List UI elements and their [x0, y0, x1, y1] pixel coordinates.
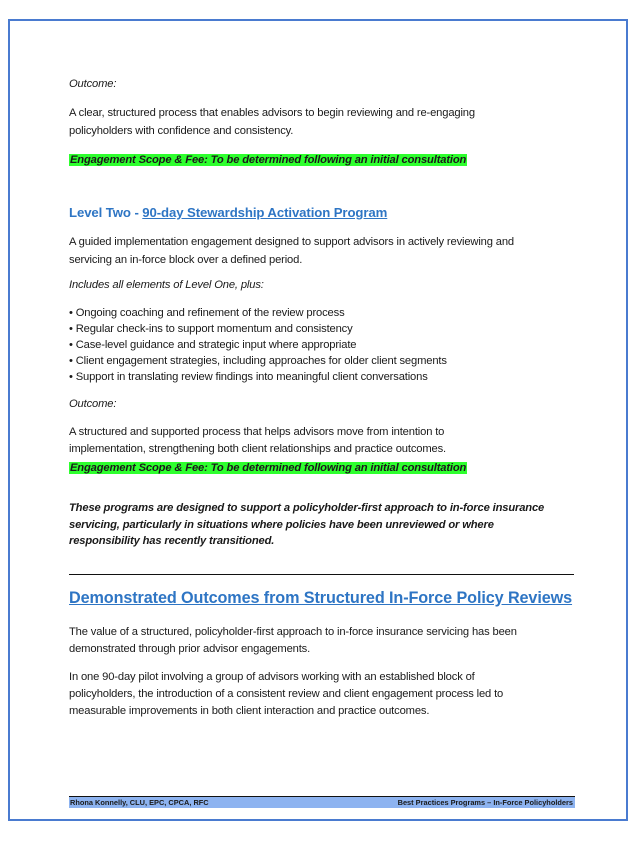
scope-fee-highlight: Engagement Scope & Fee: To be determined following an initial consultation	[70, 154, 467, 166]
level-two-intro-line: servicing an in-force block over a defined period.	[69, 254, 303, 266]
outcomes-para-line: In one 90-day pilot involving a group of advisors working with an established block of	[69, 671, 475, 683]
level-two-prefix: Level Two -	[69, 205, 143, 220]
bullet-item: • Ongoing coaching and refinement of the review process	[69, 307, 345, 319]
summary-line: These programs are designed to support a policyholder-first approach to in-force insurance	[69, 502, 545, 514]
summary-line: responsibility has recently transitioned.	[69, 535, 275, 547]
scope-fee-highlight: Engagement Scope & Fee: To be determined following an initial consultation	[70, 462, 467, 474]
includes-label: Includes all elements of Level One, plus:	[69, 279, 264, 291]
outcomes-para-line: policyholders, the introduction of a consistent review and client engagement process led to	[69, 688, 504, 700]
bullet-item: • Support in translating review findings into meaningful client conversations	[69, 371, 428, 383]
bullet-item: • Regular check-ins to support momentum and consistency	[69, 323, 353, 335]
outcome-label: Outcome:	[69, 398, 117, 410]
outcomes-para-line: demonstrated through prior advisor engagements.	[69, 643, 311, 655]
outcome-text-line: A clear, structured process that enables advisors to begin reviewing and re-engaging	[69, 107, 475, 119]
outcomes-heading[interactable]: Demonstrated Outcomes from Structured In-Force Policy Reviews	[69, 589, 573, 607]
outcomes-para-line: measurable improvements in both client interaction and practice outcomes.	[69, 705, 430, 717]
page-footer	[69, 796, 575, 808]
summary-line: servicing, particularly in situations where policies have been unreviewed or where	[69, 519, 494, 531]
outcome-text-line: A structured and supported process that helps advisors move from intention to	[69, 426, 445, 438]
outcomes-para-line: The value of a structured, policyholder-first approach to in-force insurance servicing has been	[69, 626, 517, 638]
bullet-item: • Case-level guidance and strategic input where appropriate	[69, 339, 357, 351]
section-divider	[69, 574, 574, 575]
level-two-intro-line: A guided implementation engagement designed to support advisors in actively reviewing and	[69, 236, 514, 248]
footer-author: Rhona Konnelly, CLU, EPC, CPCA, RFC	[70, 798, 209, 807]
footer-title: Best Practices Programs – In-Force Policyholders	[397, 798, 573, 807]
outcome-text-line: implementation, strengthening both client relationships and practice outcomes.	[69, 443, 446, 455]
outcome-text-line: policyholders with confidence and consistency.	[69, 125, 294, 137]
level-two-heading	[69, 205, 387, 221]
bullet-item: • Client engagement strategies, including approaches for older client segments	[69, 355, 447, 367]
level-two-program-link[interactable]: 90-day Stewardship Activation Program	[142, 205, 388, 220]
outcome-label: Outcome:	[69, 78, 117, 90]
